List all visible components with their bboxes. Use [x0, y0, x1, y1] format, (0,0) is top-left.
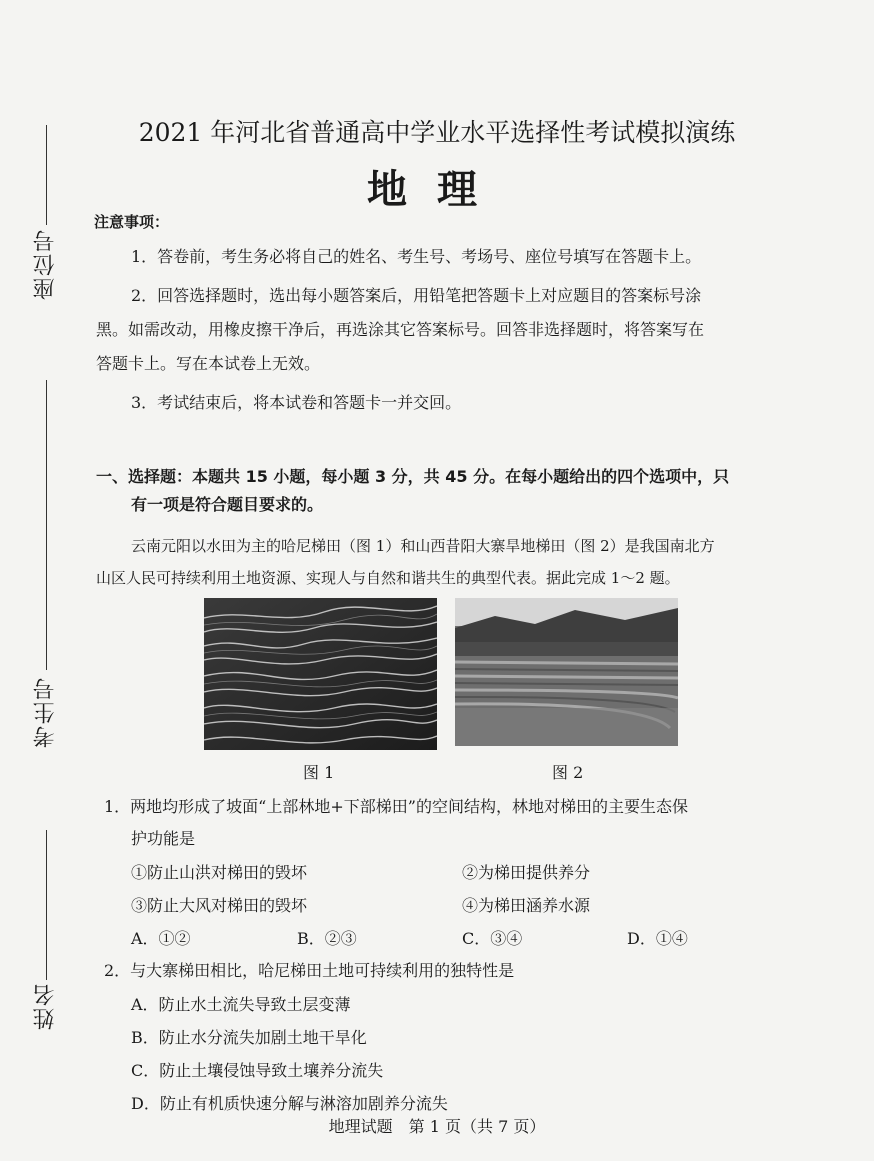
name-line — [46, 830, 47, 980]
q1-statement-2: ②为梯田提供养分 — [462, 863, 591, 882]
section-heading-line-2: 有一项是符合题目要求的。 — [131, 495, 324, 514]
seat-number-label: 座位号 — [33, 228, 58, 300]
exam-number-line — [46, 380, 47, 670]
notice-item-3: 3．考试结束后，将本试卷和答题卡一并交回。 — [131, 393, 462, 412]
name-label: 姓名 — [33, 982, 58, 1030]
exam-number-label: 考生号 — [33, 676, 58, 748]
q1-option-c: C．③④ — [462, 929, 523, 948]
notice-item-1: 1．答卷前，考生务必将自己的姓名、考生号、考场号、座位号填写在答题卡上。 — [131, 247, 702, 266]
q1-option-a: A．①② — [131, 929, 191, 948]
question-1-stem-line-2: 护功能是 — [131, 829, 196, 848]
figure-1-caption: 图 1 — [303, 763, 335, 782]
q1-option-b: B．②③ — [297, 929, 357, 948]
figure-2-caption: 图 2 — [552, 763, 584, 782]
question-2-stem: 2．与大寨梯田相比，哈尼梯田土地可持续利用的独特性是 — [104, 961, 515, 980]
q2-option-c: C．防止土壤侵蚀导致土壤养分流失 — [131, 1061, 384, 1080]
q2-option-b: B．防止水分流失加剧土地干旱化 — [131, 1028, 367, 1047]
q1-statement-4: ④为梯田涵养水源 — [462, 896, 591, 915]
dazhai-terraces-photo — [455, 598, 678, 746]
q1-statement-3: ③防止大风对梯田的毁坏 — [131, 896, 308, 915]
notice-heading: 注意事项： — [94, 213, 170, 231]
notice-item-2-line-1: 2．回答选择题时，选出每小题答案后，用铅笔把答题卡上对应题目的答案标号涂 — [131, 286, 702, 305]
q2-option-a: A．防止水土流失导致土层变薄 — [131, 995, 351, 1014]
subject-title: 地理 — [367, 167, 507, 213]
hani-terraces-photo — [204, 598, 437, 750]
page-footer: 地理试题 第 1 页（共 7 页） — [328, 1117, 546, 1136]
q1-statement-1: ①防止山洪对梯田的毁坏 — [131, 863, 308, 882]
q1-option-d: D．①④ — [627, 929, 688, 948]
section-heading-line-1: 一、选择题：本题共 15 小题，每小题 3 分，共 45 分。在每小题给出的四个选项中，只 — [96, 467, 730, 486]
exam-title: 2021 年河北省普通高中学业水平选择性考试模拟演练 — [138, 118, 736, 147]
question-1-stem-line-1: 1．两地均形成了坡面“上部林地+下部梯田”的空间结构，林地对梯田的主要生态保 — [104, 797, 688, 816]
notice-item-2-line-2: 黑。如需改动，用橡皮擦干净后，再选涂其它答案标号。回答非选择题时，将答案写在 — [96, 320, 705, 339]
q2-option-d: D．防止有机质快速分解与淋溶加剧养分流失 — [131, 1094, 448, 1113]
intro-line-1: 云南元阳以水田为主的哈尼梯田（图 1）和山西昔阳大寨旱地梯田（图 2）是我国南北方 — [131, 537, 715, 555]
intro-line-2: 山区人民可持续利用土地资源、实现人与自然和谐共生的典型代表。据此完成 1～2 题。 — [96, 569, 680, 587]
notice-item-2-line-3: 答题卡上。写在本试卷上无效。 — [96, 354, 321, 373]
